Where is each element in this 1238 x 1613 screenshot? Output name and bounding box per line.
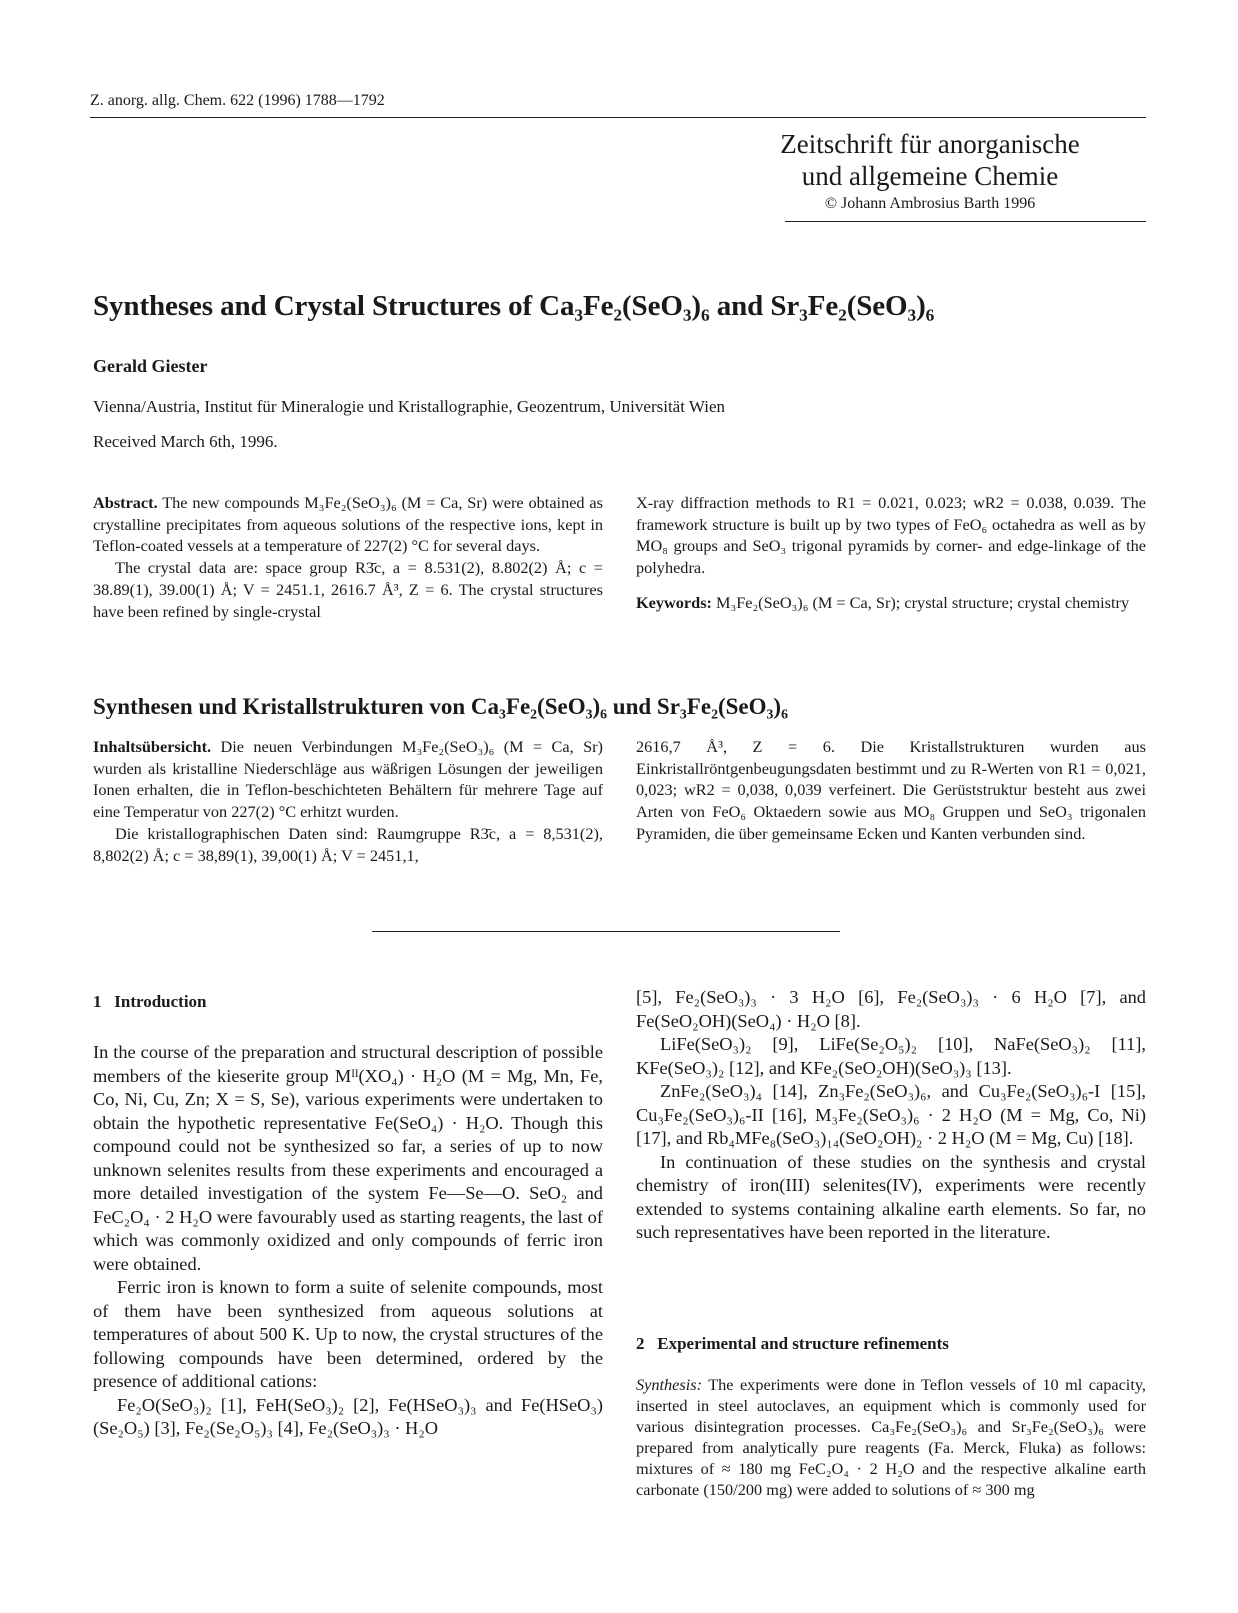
intro-paragraph-7: In continuation of these studies on the synthesis and crystal chemistry of iron(III) selenites(IV), experiments were recently extended to systems containing alkaline earth elements. So far, no such representatives have been reported in the literature. [636, 1151, 1146, 1242]
abstract-paragraph-2: The crystal data are: space group R3̄c, a = 8.531(2), 8.802(2) Å; c = 38.89(1), 39.00(1) Å; V = 2451.1, 2616.7 Å³, Z = 6. The crystal structures have been refined by single-crystal [93, 558, 603, 621]
author: Gerald Giester [93, 356, 208, 376]
german-summary-left-column [93, 736, 603, 866]
abstract-paragraph-1 [93, 492, 603, 557]
intro-paragraph-4: [5], Fe₂(SeO₃)₃ · 3 H₂O [6], Fe₂(SeO₃)₃ · 6 H₂O [7], and Fe(SeO₂OH)(SeO₄) · H₂O [8]. [636, 987, 1146, 1031]
abstract-text-1: The new compounds M₃Fe₂(SeO₃)₆ (M = Ca, Sr) were obtained as crystalline precipitates from aqueous solutions of the respective ions, kept in Teflon-coated vessels at a temperature of 227(2) °C for several days. [93, 493, 603, 556]
intro-paragraph-1: In the course of the preparation and structural description of possible members of the kieserite group Mᴵᴵ(XO₄) · H₂O (M = Mg, Mn, Fe, Co, Ni, Cu, Zn; X = S, Se), various experiments were undertaken to obtain the hypothetic representative Fe(SeO₄) · H₂O. Though this compound could not be synthesized so far, a series of up to now unknown selenites results from these experiments and encouraged a more detailed investigation of the system Fe—Se—O. SeO₂ and FeC₂O₄ · 2 H₂O were favourably used as starting reagents, the last of which was commonly oxidized and only compounds of ferric iron were obtained. [93, 1042, 603, 1274]
journal-rule [785, 221, 1146, 222]
synthesis-text: The experiments were done in Teflon vessels of 10 ml capacity, inserted in steel autoclaves, an equipment which is commonly used for various disintegration processes. Ca₃Fe₂(SeO₃)₆ and Sr₃Fe₂(SeO₃)₆ were prepared from analytically pure reagents (Fa. Merck, Fluka) as follows: mixtures of ≈ 180 mg FeC₂O₄ · 2 H₂O and the respective alkaline earth carbonate (150/200 mg) were added to solutions of ≈ 300 mg [636, 1375, 1146, 1499]
synthesis-label: Synthesis: [636, 1375, 703, 1394]
journal-name [760, 128, 1100, 192]
abstract-label: Abstract. [93, 493, 158, 512]
synthesis-paragraph [636, 1374, 1146, 1500]
intro-paragraph-3: Fe₂O(SeO₃)₂ [1], FeH(SeO₃)₂ [2], Fe(HSeO₃)₃ and Fe(HSeO₃)(Se₂O₅) [3], Fe₂(Se₂O₅)₃ [4], Fe₂(SeO₃)₃ · H₂O [93, 1394, 603, 1438]
journal-line-2: und allgemeine Chemie [801, 161, 1059, 191]
intro-paragraph-6: ZnFe₂(SeO₃)₄ [14], Zn₃Fe₂(SeO₃)₆, and Cu₃Fe₂(SeO₃)₆-I [15], Cu₃Fe₂(SeO₃)₆-II [16], M₃Fe₂(SeO₃)₆ · 2 H₂O (M = Mg, Co, Ni) [17], and Rb₄MFe₈(SeO₃)₁₄(SeO₂OH)₂ · 2 H₂O (M = Mg, Cu) [18]. [636, 1081, 1146, 1148]
german-summary-right-column [636, 736, 1146, 845]
abstract-paragraph-3: X-ray diffraction methods to R1 = 0.021, 0.023; wR2 = 0.038, 0.039. The framework structure is built up by two types of FeO₆ octahedra as well as by MO₈ groups and SeO₃ trigonal pyramids by corner- and edge-linkage of the polyhedra. [636, 493, 1146, 578]
german-paragraph-3: 2616,7 Å³, Z = 6. Die Kristallstrukturen wurden aus Einkristallröntgenbeugungsdaten bestimmt und zu R-Werten von R1 = 0,021, 0,023; wR2 = 0,038, 0,039 verfeinert. Die Gerüststruktur besteht aus zwei Arten von FeO₆ Oktaedern sowie aus MO₈ Gruppen und SeO₃ trigonalen Pyramiden, die über gemeinsame Ecken und Kanten verbunden sind. [636, 737, 1146, 843]
intro-paragraph-2: Ferric iron is known to form a suite of selenite compounds, most of them have been synthesized from aqueous solutions at temperatures of about 500 K. Up to now, the crystal structures of the following compounds have been determined, ordered by the presence of additional cations: [93, 1277, 603, 1391]
abstract-right-column [636, 492, 1146, 614]
copyright: © Johann Ambrosius Barth 1996 [824, 195, 1036, 212]
german-paragraph-2: Die kristallographischen Daten sind: Raumgruppe R3̄c, a = 8,531(2), 8,802(2) Å; c = 38,89(1), 39,00(1) Å; V = 2451,1, [93, 823, 603, 865]
intro-paragraph-5: LiFe(SeO₃)₂ [9], LiFe(Se₂O₅)₂ [10], NaFe(SeO₃)₂ [11], KFe(SeO₃)₂ [12], and KFe₂(SeO₂OH)(SeO₃)₃ [13]. [636, 1034, 1146, 1078]
paper-title: Syntheses and Crystal Structures of Ca₃Fe₂(SeO₃)₆ and Sr₃Fe₂(SeO₃)₆ [93, 290, 935, 322]
keywords [636, 592, 1146, 614]
german-paragraph-1 [93, 736, 603, 823]
received-date: Received March 6th, 1996. [93, 432, 278, 451]
introduction-left-column [93, 1041, 603, 1441]
experimental-text-column [636, 1374, 1146, 1500]
keywords-text: M₃Fe₂(SeO₃)₆ (M = Ca, Sr); crystal structure; crystal chemistry [716, 592, 1130, 612]
experimental-heading: 2 Experimental and structure refinements [636, 1334, 949, 1353]
german-text-1: Die neuen Verbindungen M₃Fe₂(SeO₃)₆ (M = Ca, Sr) wurden als kristalline Niederschläge aus wäßrigen Lösungen der jeweiligen Ionen erhalten, die in Teflon-beschichteten Behältern für mehrere Tage auf eine Temperatur von 227(2) °C erhitzt wurden. [93, 737, 603, 822]
running-head: Z. anorg. allg. Chem. 622 (1996) 1788—1792 [90, 92, 385, 109]
german-summary-label: Inhaltsübersicht. [93, 737, 212, 756]
german-title: Synthesen und Kristallstrukturen von Ca₃Fe₂(SeO₃)₆ und Sr₃Fe₂(SeO₃)₆ [93, 694, 788, 719]
abstract-left-column [93, 492, 603, 622]
introduction-right-column [636, 986, 1146, 1245]
affiliation: Vienna/Austria, Institut für Mineralogie und Kristallographie, Geozentrum, Universität Wien [93, 397, 726, 416]
introduction-heading: 1 Introduction [93, 992, 207, 1011]
journal-line-1: Zeitschrift für anorganische [780, 129, 1080, 159]
header-rule [90, 117, 1146, 118]
section-divider [372, 931, 840, 932]
keywords-label: Keywords: [636, 592, 712, 612]
